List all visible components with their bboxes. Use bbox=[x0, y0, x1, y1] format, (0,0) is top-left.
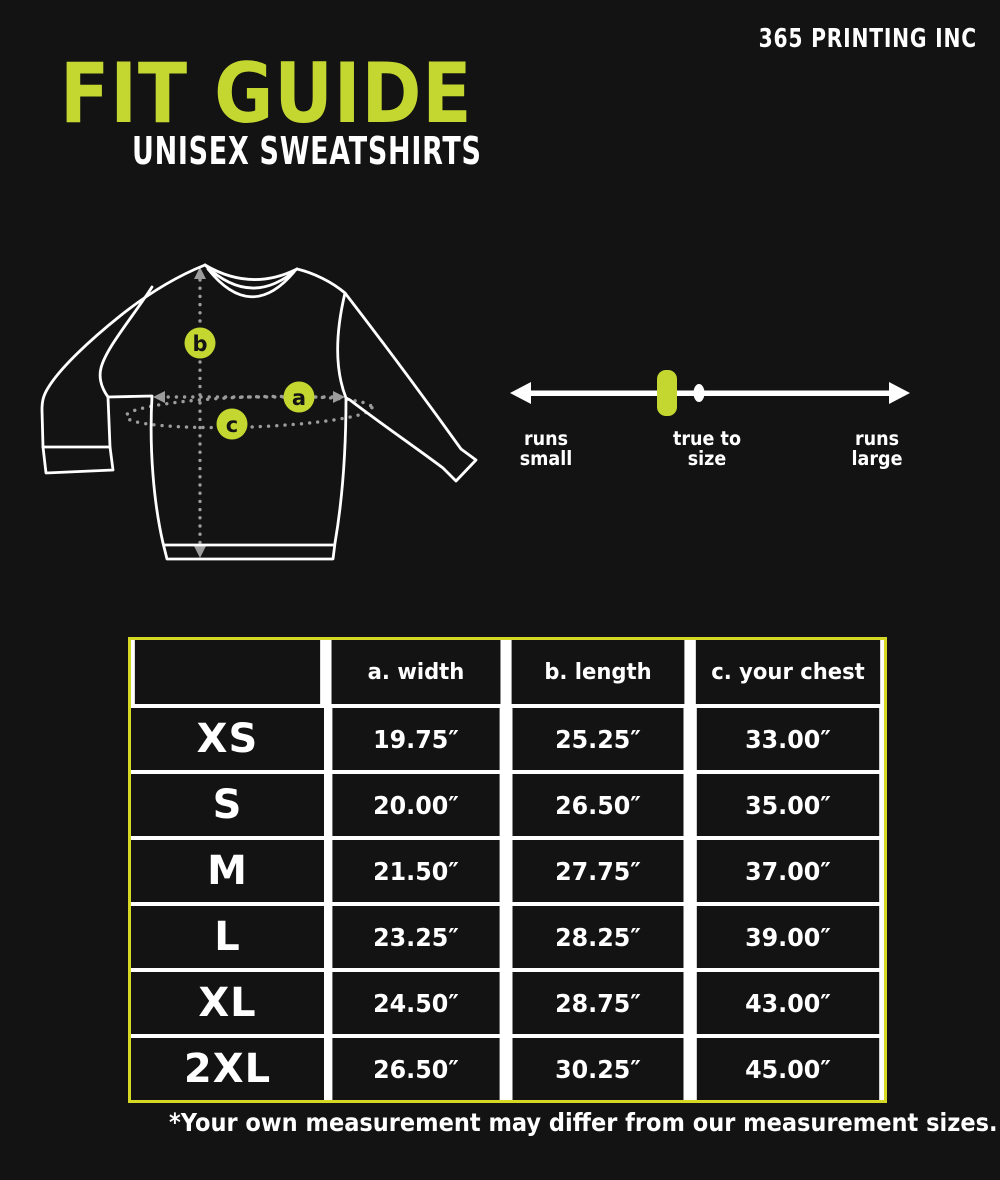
scale-dot-icon bbox=[694, 384, 705, 402]
table-header-length: b. length bbox=[512, 640, 685, 704]
length-value: 28.25″ bbox=[513, 906, 684, 968]
measurement-guides bbox=[126, 280, 373, 546]
chest-value: 39.00″ bbox=[697, 906, 879, 968]
size-table bbox=[128, 637, 887, 1103]
arrow-left-icon bbox=[153, 391, 165, 403]
chest-value: 33.00″ bbox=[697, 708, 879, 770]
scale-arrow-left-icon bbox=[510, 382, 531, 404]
width-value: 24.50″ bbox=[332, 972, 499, 1034]
measurement-markers bbox=[185, 328, 315, 440]
body-and-sleeves bbox=[42, 265, 476, 559]
scale-label-runs-large: runs large bbox=[851, 427, 903, 470]
width-value: 26.50″ bbox=[332, 1038, 499, 1100]
length-value: 30.25″ bbox=[513, 1038, 684, 1100]
svg-text:a: a bbox=[291, 386, 307, 410]
table-header-chest: c. your chest bbox=[696, 640, 880, 704]
fit-scale-axis bbox=[500, 369, 920, 421]
left-armhole-seam bbox=[100, 287, 152, 397]
svg-text:b: b bbox=[192, 332, 208, 356]
scale-arrow-right-icon bbox=[889, 382, 910, 404]
length-value: 28.75″ bbox=[513, 972, 684, 1034]
size-label: M bbox=[131, 840, 324, 902]
width-value: 23.25″ bbox=[332, 906, 499, 968]
sweatshirt-outline bbox=[42, 265, 476, 559]
chest-value: 45.00″ bbox=[697, 1038, 879, 1100]
size-label: XS bbox=[131, 708, 324, 770]
length-value: 27.75″ bbox=[513, 840, 684, 902]
size-label: XL bbox=[131, 972, 324, 1034]
scale-line bbox=[528, 391, 892, 397]
width-value: 20.00″ bbox=[332, 774, 499, 836]
true-to-size-marker bbox=[657, 370, 677, 416]
width-value: 21.50″ bbox=[332, 840, 499, 902]
table-header-width: a. width bbox=[332, 640, 501, 704]
size-label: 2XL bbox=[131, 1038, 324, 1100]
sweatshirt-diagram bbox=[30, 240, 510, 590]
fit-scale bbox=[500, 369, 920, 484]
length-value: 25.25″ bbox=[513, 708, 684, 770]
scale-label-true-to-size: true to size bbox=[672, 427, 742, 470]
brand-name: 365 PRINTING INC bbox=[758, 24, 977, 54]
page-subtitle: UNISEX SWEATSHIRTS bbox=[132, 129, 482, 173]
size-label: L bbox=[131, 906, 324, 968]
chest-value: 37.00″ bbox=[697, 840, 879, 902]
scale-label-runs-small: runs small bbox=[519, 427, 573, 470]
right-armhole-seam bbox=[338, 293, 346, 398]
length-value: 26.50″ bbox=[513, 774, 684, 836]
page-title: FIT GUIDE bbox=[60, 45, 473, 142]
marker-a bbox=[284, 382, 315, 413]
guide-arrowheads bbox=[153, 267, 345, 558]
width-value: 19.75″ bbox=[332, 708, 499, 770]
scale-arrow bbox=[510, 382, 910, 404]
footnote: *Your own measurement may differ from our measurement sizes. bbox=[169, 1108, 998, 1137]
size-label: S bbox=[131, 774, 324, 836]
chest-value: 35.00″ bbox=[697, 774, 879, 836]
arrow-down-icon bbox=[194, 546, 206, 558]
table-header-empty bbox=[135, 640, 320, 704]
svg-text:c: c bbox=[225, 413, 239, 437]
chest-value: 43.00″ bbox=[697, 972, 879, 1034]
marker-b bbox=[185, 328, 216, 359]
marker-c bbox=[217, 409, 248, 440]
